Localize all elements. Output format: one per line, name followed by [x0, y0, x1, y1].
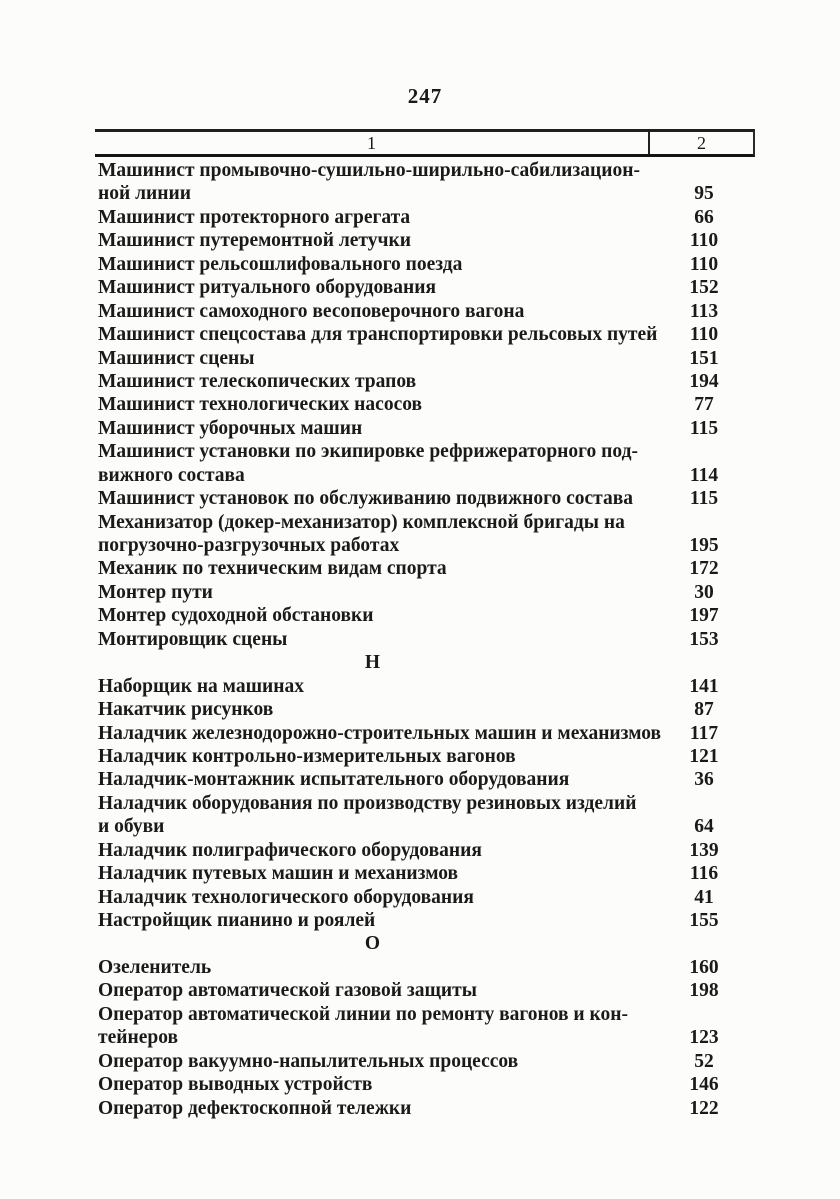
- profession-page-number: 95: [694, 183, 714, 205]
- profession-name: Наладчик железнодорожно-строительных машин и механизмов: [98, 722, 662, 744]
- profession-page-number: 141: [689, 675, 719, 697]
- profession-page-number: [653, 1003, 755, 1026]
- profession-page-number: 151: [689, 347, 719, 369]
- profession-page-number: [653, 511, 755, 534]
- table-row: [95, 393, 755, 416]
- profession-name: погрузочно-разгрузочных работах: [98, 535, 400, 556]
- table-row: [95, 417, 755, 440]
- table-row: [95, 557, 755, 580]
- table-row: [95, 768, 755, 791]
- profession-page-number: [653, 792, 755, 815]
- profession-page-number: 36: [694, 769, 714, 791]
- table-row: [95, 862, 755, 885]
- profession-page-number: 87: [694, 699, 714, 721]
- profession-page-number: 41: [694, 886, 714, 908]
- profession-page-number: 122: [689, 1097, 719, 1119]
- profession-page-number: 160: [689, 956, 719, 978]
- table-row: [95, 815, 755, 838]
- table-row: [95, 839, 755, 862]
- table-row: [95, 323, 755, 346]
- profession-page-number: 123: [689, 1027, 719, 1049]
- profession-name: Монтер судоходной обстановки: [98, 605, 374, 627]
- section-letter-row: [95, 932, 755, 955]
- profession-name: Машинист ритуального оборудования: [98, 277, 437, 299]
- column-header-professions: 1: [367, 133, 376, 153]
- table-row: [95, 487, 755, 510]
- profession-page-number: 115: [689, 417, 719, 439]
- table-row: [95, 229, 755, 252]
- table-row: [95, 511, 755, 534]
- profession-name: Озеленитель: [98, 956, 212, 978]
- profession-name: Машинист технологических насосов: [98, 394, 423, 416]
- profession-name: Наладчик технологического оборудования: [98, 886, 474, 908]
- table-row: [95, 1097, 755, 1120]
- table-row: [95, 909, 755, 932]
- profession-name: Машинист установок по обслуживанию подвижного состава: [98, 488, 633, 510]
- profession-page-number: 121: [689, 745, 719, 767]
- profession-name: Монтер пути: [98, 581, 213, 603]
- table-row: [95, 300, 755, 323]
- table-row: [95, 722, 755, 745]
- profession-page-number: 52: [694, 1050, 714, 1072]
- profession-name: Наборщик на машинах: [98, 675, 305, 697]
- table-row: [95, 886, 755, 909]
- profession-page-number: 155: [689, 910, 719, 931]
- profession-name: Наладчик-монтажник испытательного оборудования: [98, 769, 570, 791]
- table-row: [95, 675, 755, 698]
- profession-name: Оператор автоматической линии по ремонту вагонов и кон-: [98, 1003, 628, 1025]
- table-body: [95, 157, 755, 1120]
- profession-name: Машинист телескопических трапов: [98, 370, 417, 392]
- profession-page-number: [653, 440, 755, 463]
- profession-page-number: 194: [689, 370, 719, 392]
- profession-name: Оператор дефектоскопной тележки: [98, 1097, 412, 1119]
- profession-name: Механизатор (докер-механизатор) комплексной бригады на: [98, 511, 625, 533]
- table-row: [95, 159, 755, 182]
- profession-page-number: 198: [689, 980, 719, 1002]
- profession-page-number: 152: [689, 277, 719, 299]
- table-row: [95, 276, 755, 299]
- profession-page-number: 64: [694, 816, 714, 838]
- profession-page-number: 153: [689, 628, 719, 650]
- table-row: [95, 1026, 755, 1049]
- profession-name: Машинист установки по экипировке рефрижераторного под-: [98, 441, 638, 463]
- table-row: [95, 745, 755, 768]
- table-row: [95, 182, 755, 205]
- profession-page-number: 77: [694, 394, 714, 416]
- table-row: [95, 347, 755, 370]
- profession-page-number: 114: [689, 464, 719, 486]
- section-letter-empty-cell: [650, 651, 755, 674]
- profession-name: Машинист сцены: [98, 347, 255, 369]
- profession-name: Наладчик полиграфического оборудования: [98, 839, 482, 861]
- profession-name: Машинист промывочно-сушильно-ширильно-сабилизацион-: [98, 160, 640, 181]
- professions-index-table: [95, 129, 755, 1120]
- table-row: [95, 440, 755, 463]
- profession-name: Машинист путеремонтной летучки: [98, 230, 411, 252]
- profession-name: Оператор вакуумно-напылительных процессов: [98, 1050, 519, 1072]
- page-number: 247: [407, 84, 443, 108]
- table-row: [95, 534, 755, 557]
- profession-page-number: 110: [689, 324, 719, 346]
- table-header-row: [95, 129, 755, 157]
- table-row: [95, 253, 755, 276]
- profession-page-number: 113: [689, 300, 719, 322]
- profession-name: ной линии: [98, 183, 191, 205]
- profession-page-number: 110: [689, 253, 719, 275]
- profession-name: Оператор автоматической газовой защиты: [98, 980, 477, 1002]
- table-row: [95, 1003, 755, 1026]
- table-row: [95, 956, 755, 979]
- section-letter-empty-cell: [650, 932, 755, 955]
- profession-page-number: 115: [689, 488, 719, 510]
- profession-page-number: 117: [689, 722, 719, 744]
- profession-name: Накатчик рисунков: [98, 699, 274, 721]
- profession-page-number: 139: [689, 839, 719, 861]
- profession-page-number: 197: [689, 605, 719, 627]
- profession-page-number: [653, 159, 755, 182]
- table-row: [95, 604, 755, 627]
- profession-name: тейнеров: [98, 1027, 178, 1049]
- profession-name: Механик по техническим видам спорта: [98, 558, 447, 580]
- section-letter-row: [95, 651, 755, 674]
- profession-page-number: 66: [694, 206, 714, 228]
- profession-page-number: 30: [694, 581, 714, 603]
- profession-name: и обуви: [98, 816, 165, 838]
- profession-name: вижного состава: [98, 464, 245, 486]
- profession-page-number: 195: [689, 535, 719, 556]
- profession-page-number: 146: [689, 1074, 719, 1096]
- profession-page-number: 110: [689, 230, 719, 252]
- table-row: [95, 206, 755, 229]
- table-row: [95, 1073, 755, 1096]
- profession-name: Настройщик пианино и роялей: [98, 910, 376, 931]
- table-row: [95, 698, 755, 721]
- profession-name: Машинист спецсостава для транспортировки рельсовых путей: [98, 324, 658, 346]
- profession-page-number: 116: [689, 863, 719, 885]
- section-letter: О: [364, 933, 381, 955]
- table-row: [95, 792, 755, 815]
- profession-name: Машинист самоходного весоповерочного вагона: [98, 300, 525, 322]
- section-letter: Н: [364, 652, 381, 674]
- profession-name: Монтировщик сцены: [98, 628, 288, 650]
- table-row: [95, 979, 755, 1002]
- table-row: [95, 464, 755, 487]
- column-header-page: 2: [697, 133, 706, 153]
- profession-name: Оператор выводных устройств: [98, 1074, 373, 1096]
- profession-name: Наладчик путевых машин и механизмов: [98, 863, 459, 885]
- profession-name: Машинист протекторного агрегата: [98, 206, 411, 228]
- profession-page-number: 172: [689, 558, 719, 580]
- table-row: [95, 370, 755, 393]
- table-row: [95, 1050, 755, 1073]
- table-row: [95, 581, 755, 604]
- profession-name: Наладчик оборудования по производству резиновых изделий: [98, 792, 637, 814]
- profession-name: Машинист уборочных машин: [98, 417, 363, 439]
- profession-name: Машинист рельсошлифовального поезда: [98, 253, 463, 275]
- table-row: [95, 628, 755, 651]
- profession-name: Наладчик контрольно-измерительных вагонов: [98, 745, 516, 767]
